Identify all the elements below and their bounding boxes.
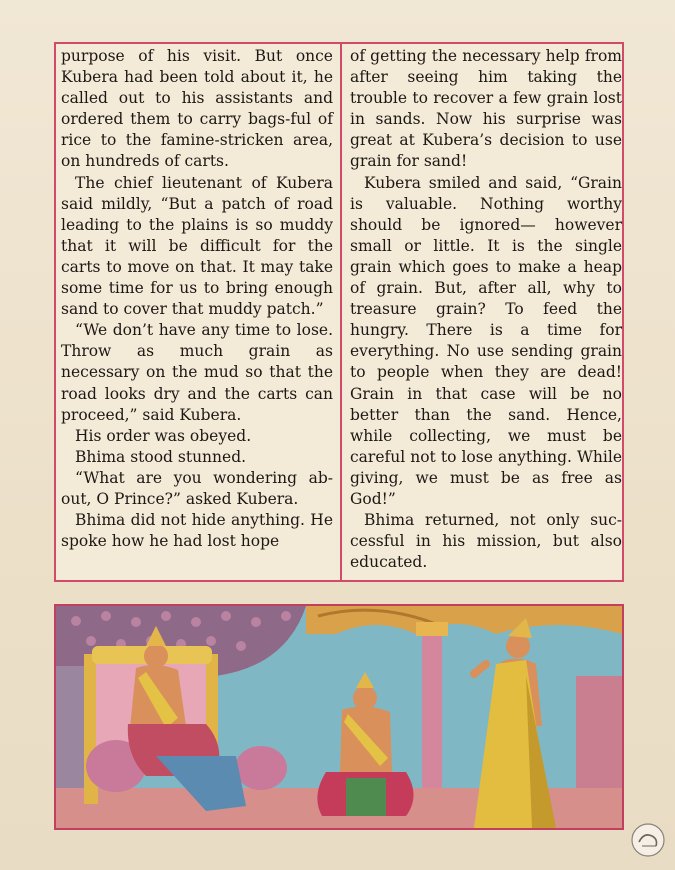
right-text-column xyxy=(350,46,622,573)
paragraph: Bhima returned, not only suc-cessful in his mission, but also educated. xyxy=(350,511,622,572)
comic-panel-illustration xyxy=(54,604,624,830)
paragraph: Bhima stood stunned. xyxy=(75,447,247,466)
left-text-column xyxy=(61,46,333,552)
paragraph: “What are you wondering ab-out, O Prince?” asked Kubera. xyxy=(61,468,333,508)
paragraph: “We don’t have any time to lose. Throw as much grain as necessary on the mud so that the road looks dry and the carts can proceed,” said Kubera. xyxy=(61,321,333,424)
paragraph: The chief lieutenant of Kubera said mildly, “But a patch of road leading to the plains is so muddy that it will be difficult for the carts to move on that. It may take some time for us to bring enough sand to cover that muddy patch.” xyxy=(61,173,333,319)
comic-panel-kubera-court-illustration xyxy=(56,606,622,828)
paragraph: Bhima did not hide anything. He spoke how he had lost hope xyxy=(61,511,333,551)
paragraph: purpose of his visit. But once Kubera had been told about it, he called out to his assistants and ordered them to carry bags-ful of rice to the famine-stricken area, on hundreds of carts. xyxy=(61,47,333,171)
paragraph: Kubera smiled and said, “Grain is valuable. Nothing worthy should be ignored— however small or little. It is the single grain which goes to make a heap of grain. But, after all, why to treasure grain? To feed the hungry. There is a time for everything. No use sending grain to people when they are dead! Grain in that case will be no better than the sand. Hence, while collecting, we must be careful not to lose anything. While giving, we must be as free as God!” xyxy=(350,173,622,508)
column-divider xyxy=(340,44,342,580)
paragraph: His order was obeyed. xyxy=(75,426,252,445)
paragraph: of getting the necessary help from after seeing him taking the trouble to recover a few grain lost in sands. Now his surprise was great at Kubera’s decision to use grain for sand! xyxy=(350,47,622,171)
publisher-logo-icon xyxy=(630,822,666,858)
